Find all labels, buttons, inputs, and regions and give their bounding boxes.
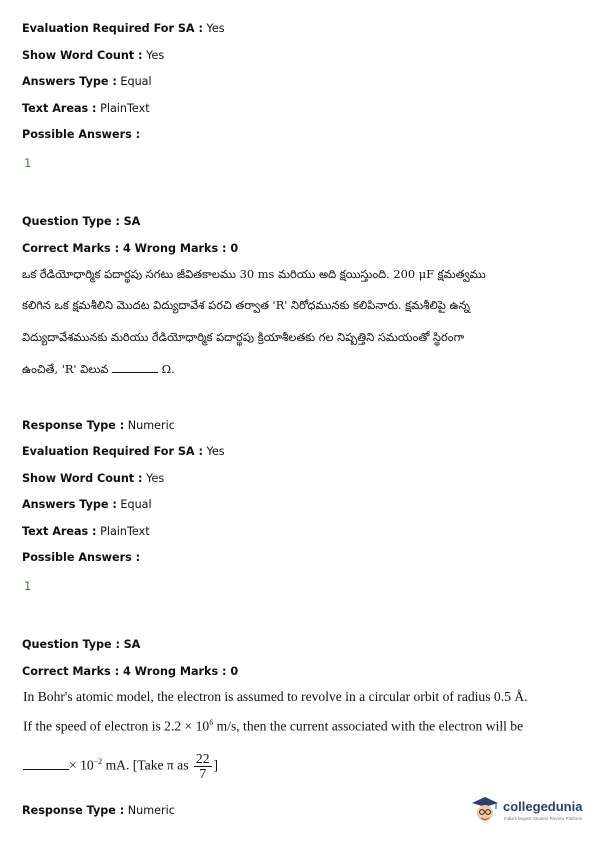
possible-answers-label: Possible Answers : bbox=[22, 551, 141, 564]
question-text-line-last bbox=[22, 362, 462, 379]
question-type-label: Question Type : bbox=[22, 215, 121, 228]
possible-answers-label: Possible Answers : bbox=[22, 128, 141, 141]
fraction-denominator: 7 bbox=[199, 766, 207, 781]
text-areas-value: PlainText bbox=[100, 102, 150, 115]
show-word-count-value: Yes bbox=[146, 49, 165, 62]
question-text-fragment: ఉంచితే, 'R' విలువ bbox=[22, 362, 109, 376]
eval-required-label: Evaluation Required For SA : bbox=[22, 445, 203, 458]
question-type-value: SA bbox=[123, 638, 141, 651]
answer-blank bbox=[112, 362, 158, 373]
exponent: 6 bbox=[209, 718, 214, 727]
question-text-line: ఒక రేడియోధార్మిక పదార్థపు సగటు జీవితకాలము 30 ms మరియు అది క్షయిస్తుంది. 200 μF క్షమత్వము bbox=[22, 267, 486, 281]
text-areas-label: Text Areas : bbox=[22, 102, 97, 115]
possible-answer-value: 1 bbox=[24, 579, 32, 593]
question-text-fragment: mA. [Take π as bbox=[102, 757, 189, 773]
text-areas-row bbox=[22, 525, 150, 539]
question-text-fragment: m/s, then the current associated with the electron will be bbox=[213, 718, 524, 734]
marks-text: Correct Marks : 4 Wrong Marks : 0 bbox=[22, 242, 239, 255]
marks-row bbox=[22, 665, 238, 679]
answers-type-row bbox=[22, 498, 152, 512]
show-word-count-row bbox=[22, 49, 164, 63]
question-text-line-last bbox=[23, 752, 473, 781]
marks-row bbox=[22, 242, 238, 256]
eval-required-label: Evaluation Required For SA : bbox=[22, 22, 203, 35]
mascot-icon bbox=[470, 795, 500, 825]
eval-required-row bbox=[22, 22, 225, 36]
question-text-fragment: × 10 bbox=[69, 757, 94, 773]
question-type-value: SA bbox=[123, 215, 141, 228]
possible-answers-row bbox=[22, 551, 140, 565]
response-type-label: Response Type : bbox=[22, 804, 125, 817]
question-text-line: In Bohr's atomic model, the electron is assumed to revolve in a circular orbit of radius 0.5 Å. bbox=[23, 689, 528, 704]
question-text-fragment: If the speed of electron is 2.2 × 10 bbox=[23, 718, 210, 734]
question-text-line bbox=[23, 718, 524, 735]
response-type-row bbox=[22, 419, 175, 433]
text-areas-row bbox=[22, 102, 150, 116]
question-type-row bbox=[22, 638, 140, 652]
fraction-numerator: 22 bbox=[195, 751, 210, 766]
response-type-value: Numeric bbox=[127, 804, 175, 817]
exponent: −2 bbox=[93, 757, 103, 767]
collegedunia-logo bbox=[470, 795, 585, 827]
question-text-fragment: ] bbox=[213, 757, 219, 773]
question-type-row bbox=[22, 215, 140, 229]
show-word-count-label: Show Word Count : bbox=[22, 472, 143, 485]
response-type-row bbox=[22, 804, 175, 818]
possible-answer-value: 1 bbox=[24, 156, 32, 170]
answers-type-label: Answers Type : bbox=[22, 75, 117, 88]
question-type-label: Question Type : bbox=[22, 638, 121, 651]
question-text-line: కలిగిన ఒక క్షమశీలిని మొదట విద్యుదావేశ పరచి తర్వాత 'R' నిరోధమునకు కలిపినారు. క్షమశీలిపై ఉన్న bbox=[22, 298, 470, 312]
answers-type-row bbox=[22, 75, 152, 89]
answers-type-label: Answers Type : bbox=[22, 498, 117, 511]
response-type-value: Numeric bbox=[127, 419, 175, 432]
logo-tagline: India's largest Student Review Platform bbox=[504, 816, 583, 821]
unit-text: Ω. bbox=[161, 362, 175, 376]
eval-required-row bbox=[22, 445, 225, 459]
question-text-line: విద్యుదావేశమునకు మరియు రేడియోధార్మిక పదార్థపు క్రియాశీలతకు గల నిష్పత్తిని సమయంతో స్థిరంగా bbox=[22, 330, 465, 344]
fraction bbox=[194, 752, 212, 781]
show-word-count-value: Yes bbox=[146, 472, 165, 485]
eval-required-value: Yes bbox=[206, 22, 225, 35]
show-word-count-row bbox=[22, 472, 164, 486]
text-areas-value: PlainText bbox=[100, 525, 150, 538]
response-type-label: Response Type : bbox=[22, 419, 125, 432]
eval-required-value: Yes bbox=[206, 445, 225, 458]
text-areas-label: Text Areas : bbox=[22, 525, 97, 538]
answers-type-value: Equal bbox=[120, 75, 152, 88]
show-word-count-label: Show Word Count : bbox=[22, 49, 143, 62]
answers-type-value: Equal bbox=[120, 498, 152, 511]
logo-name: collegedunia bbox=[503, 799, 583, 814]
answer-blank bbox=[23, 759, 69, 770]
marks-text: Correct Marks : 4 Wrong Marks : 0 bbox=[22, 665, 239, 678]
possible-answers-row bbox=[22, 128, 140, 142]
